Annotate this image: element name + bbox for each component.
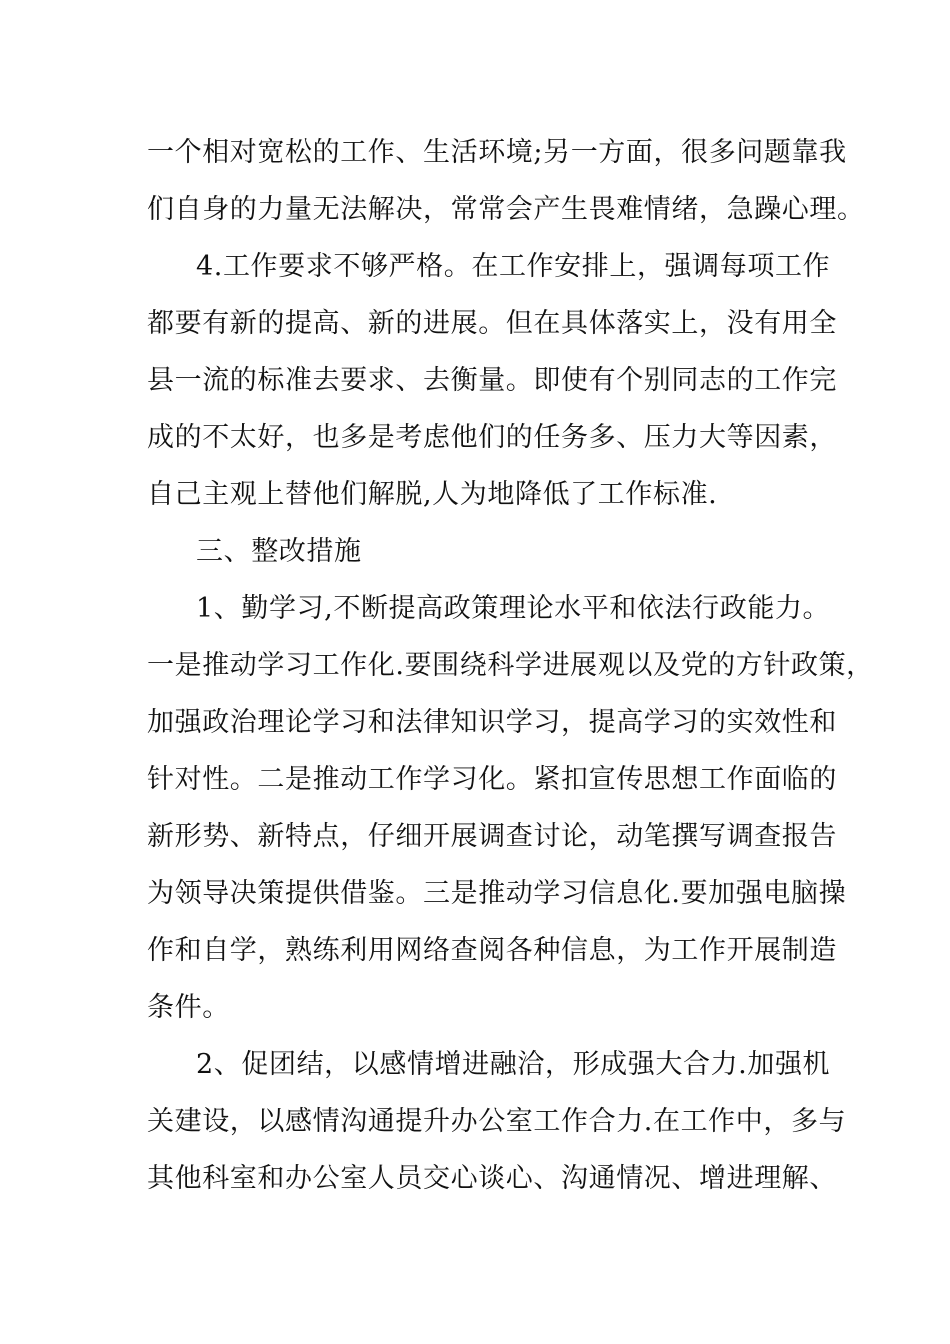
body-text-line: 县一流的标准去要求、去衡量。即使有个别同志的工作完 <box>147 365 837 396</box>
body-text-line: 加强政治理论学习和法律知识学习，提高学习的实效性和 <box>147 707 837 738</box>
body-text-line: 针对性。二是推动工作学习化。紧扣宣传思想工作面临的 <box>147 764 837 795</box>
body-text-line: 一个相对宽松的工作、生活环境;另一方面，很多问题靠我 <box>147 137 847 168</box>
paragraph-first-line: 1、勤学习,不断提高政策理论水平和依法行政能力。 <box>196 593 831 624</box>
body-text-line: 一是推动学习工作化.要围绕科学进展观以及党的方针政策， <box>147 650 874 681</box>
body-text-line: 关建设，以感情沟通提升办公室工作合力.在工作中，多与 <box>147 1106 847 1137</box>
body-text-line: 新形势、新特点，仔细开展调查讨论，动笔撰写调查报告 <box>147 821 837 852</box>
paragraph-first-line: 2、促团结，以感情增进融洽，形成强大合力.加强机 <box>196 1049 831 1080</box>
section-heading: 三、整改措施 <box>196 536 362 567</box>
body-text-line: 其他科室和办公室人员交心谈心、沟通情况、增进理解、 <box>147 1163 837 1194</box>
body-text-line: 自己主观上替他们解脱,人为地降低了工作标准. <box>147 479 718 510</box>
body-text-line: 都要有新的提高、新的进展。但在具体落实上，没有用全 <box>147 308 837 339</box>
body-text-line: 们自身的力量无法解决，常常会产生畏难情绪，急躁心理。 <box>147 194 865 225</box>
body-text-line: 条件。 <box>147 992 230 1023</box>
body-text-line: 成的不太好，也多是考虑他们的任务多、压力大等因素， <box>147 422 837 453</box>
body-text-line: 为领导决策提供借鉴。三是推动学习信息化.要加强电脑操 <box>147 878 847 909</box>
body-text-line: 作和自学，熟练利用网络查阅各种信息，为工作开展制造 <box>147 935 837 966</box>
paragraph-first-line: 4.工作要求不够严格。在工作安排上，强调每项工作 <box>196 251 831 282</box>
